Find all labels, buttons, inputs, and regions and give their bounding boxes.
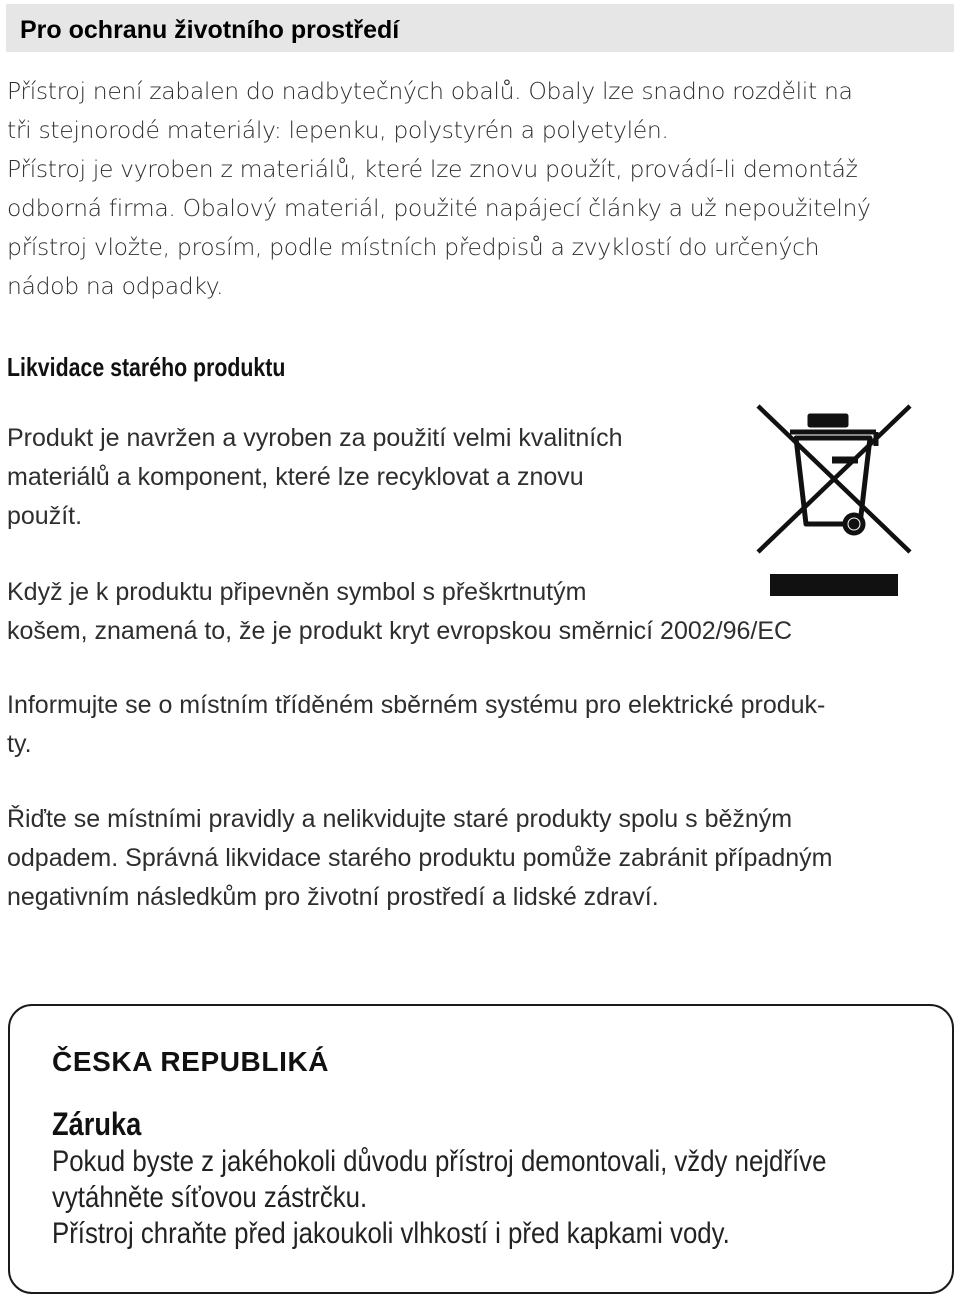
text-line: tři stejnorodé materiály: lepenku, polystyrén a polyetylén. [7, 116, 669, 144]
disposal-paragraph-1 [7, 419, 623, 536]
text-line: Řiďte se místními pravidly a nelikvidujte staré produkty spolu s běžným [7, 805, 793, 833]
text-line: košem, znamená to, že je produkt kryt evropskou směrnicí 2002/96/EC [7, 617, 793, 645]
section-title: Pro ochranu životního prostředí [20, 16, 400, 44]
text-line: negativním následkům pro životní prostředí a lidské zdraví. [7, 883, 659, 911]
text-line: Přístroj chraňte před jakoukoli vlhkostí i před kapkami vody. [52, 1217, 730, 1250]
country-heading: ČESKA REPUBLIKÁ [52, 1046, 330, 1077]
text-line: Když je k produktu připevněn symbol s přeškrtnutým [7, 578, 587, 606]
warranty-text [52, 1144, 938, 1252]
text-line: vytáhněte síťovou zástrčku. [52, 1181, 368, 1214]
disposal-paragraph-4 [7, 800, 832, 917]
environment-paragraph [7, 72, 871, 306]
text-line: Pokud byste z jakéhokoli důvodu přístroj demontovali, vždy nejdříve [52, 1145, 827, 1178]
crossed-out-wheelie-bin-icon [752, 402, 916, 560]
section-header [6, 4, 954, 52]
text-line: přístroj vložte, prosím, podle místních předpisů a zvyklostí do určených [7, 233, 820, 261]
text-line: Přístroj není zabalen do nadbytečných obalů. Obaly lze snadno rozdělit na [7, 77, 853, 105]
text-line: nádob na odpadky. [7, 272, 224, 300]
text-line: materiálů a komponent, které lze recyklovat a znovu [7, 463, 584, 491]
disposal-paragraph-2 [7, 573, 792, 651]
disposal-heading: Likvidace starého produktu [7, 352, 286, 382]
text-line: Informujte se o místním tříděném sběrném systému pro elektrické produk- [7, 691, 826, 719]
disposal-paragraph-3 [7, 686, 825, 764]
text-line: odborná firma. Obalový materiál, použité napájecí články a už nepoužitelný [7, 194, 871, 222]
text-line: ty. [7, 730, 32, 758]
text-line: Přístroj je vyroben z materiálů, které lze znovu použít, provádí-li demontáž [7, 155, 858, 183]
text-line: použít. [7, 502, 83, 530]
text-line: odpadem. Správná likvidace starého produktu pomůže zabránit případným [7, 844, 833, 872]
text-line: Produkt je navržen a vyroben za použití velmi kvalitních [7, 424, 623, 452]
warranty-title: Záruka [52, 1106, 142, 1142]
